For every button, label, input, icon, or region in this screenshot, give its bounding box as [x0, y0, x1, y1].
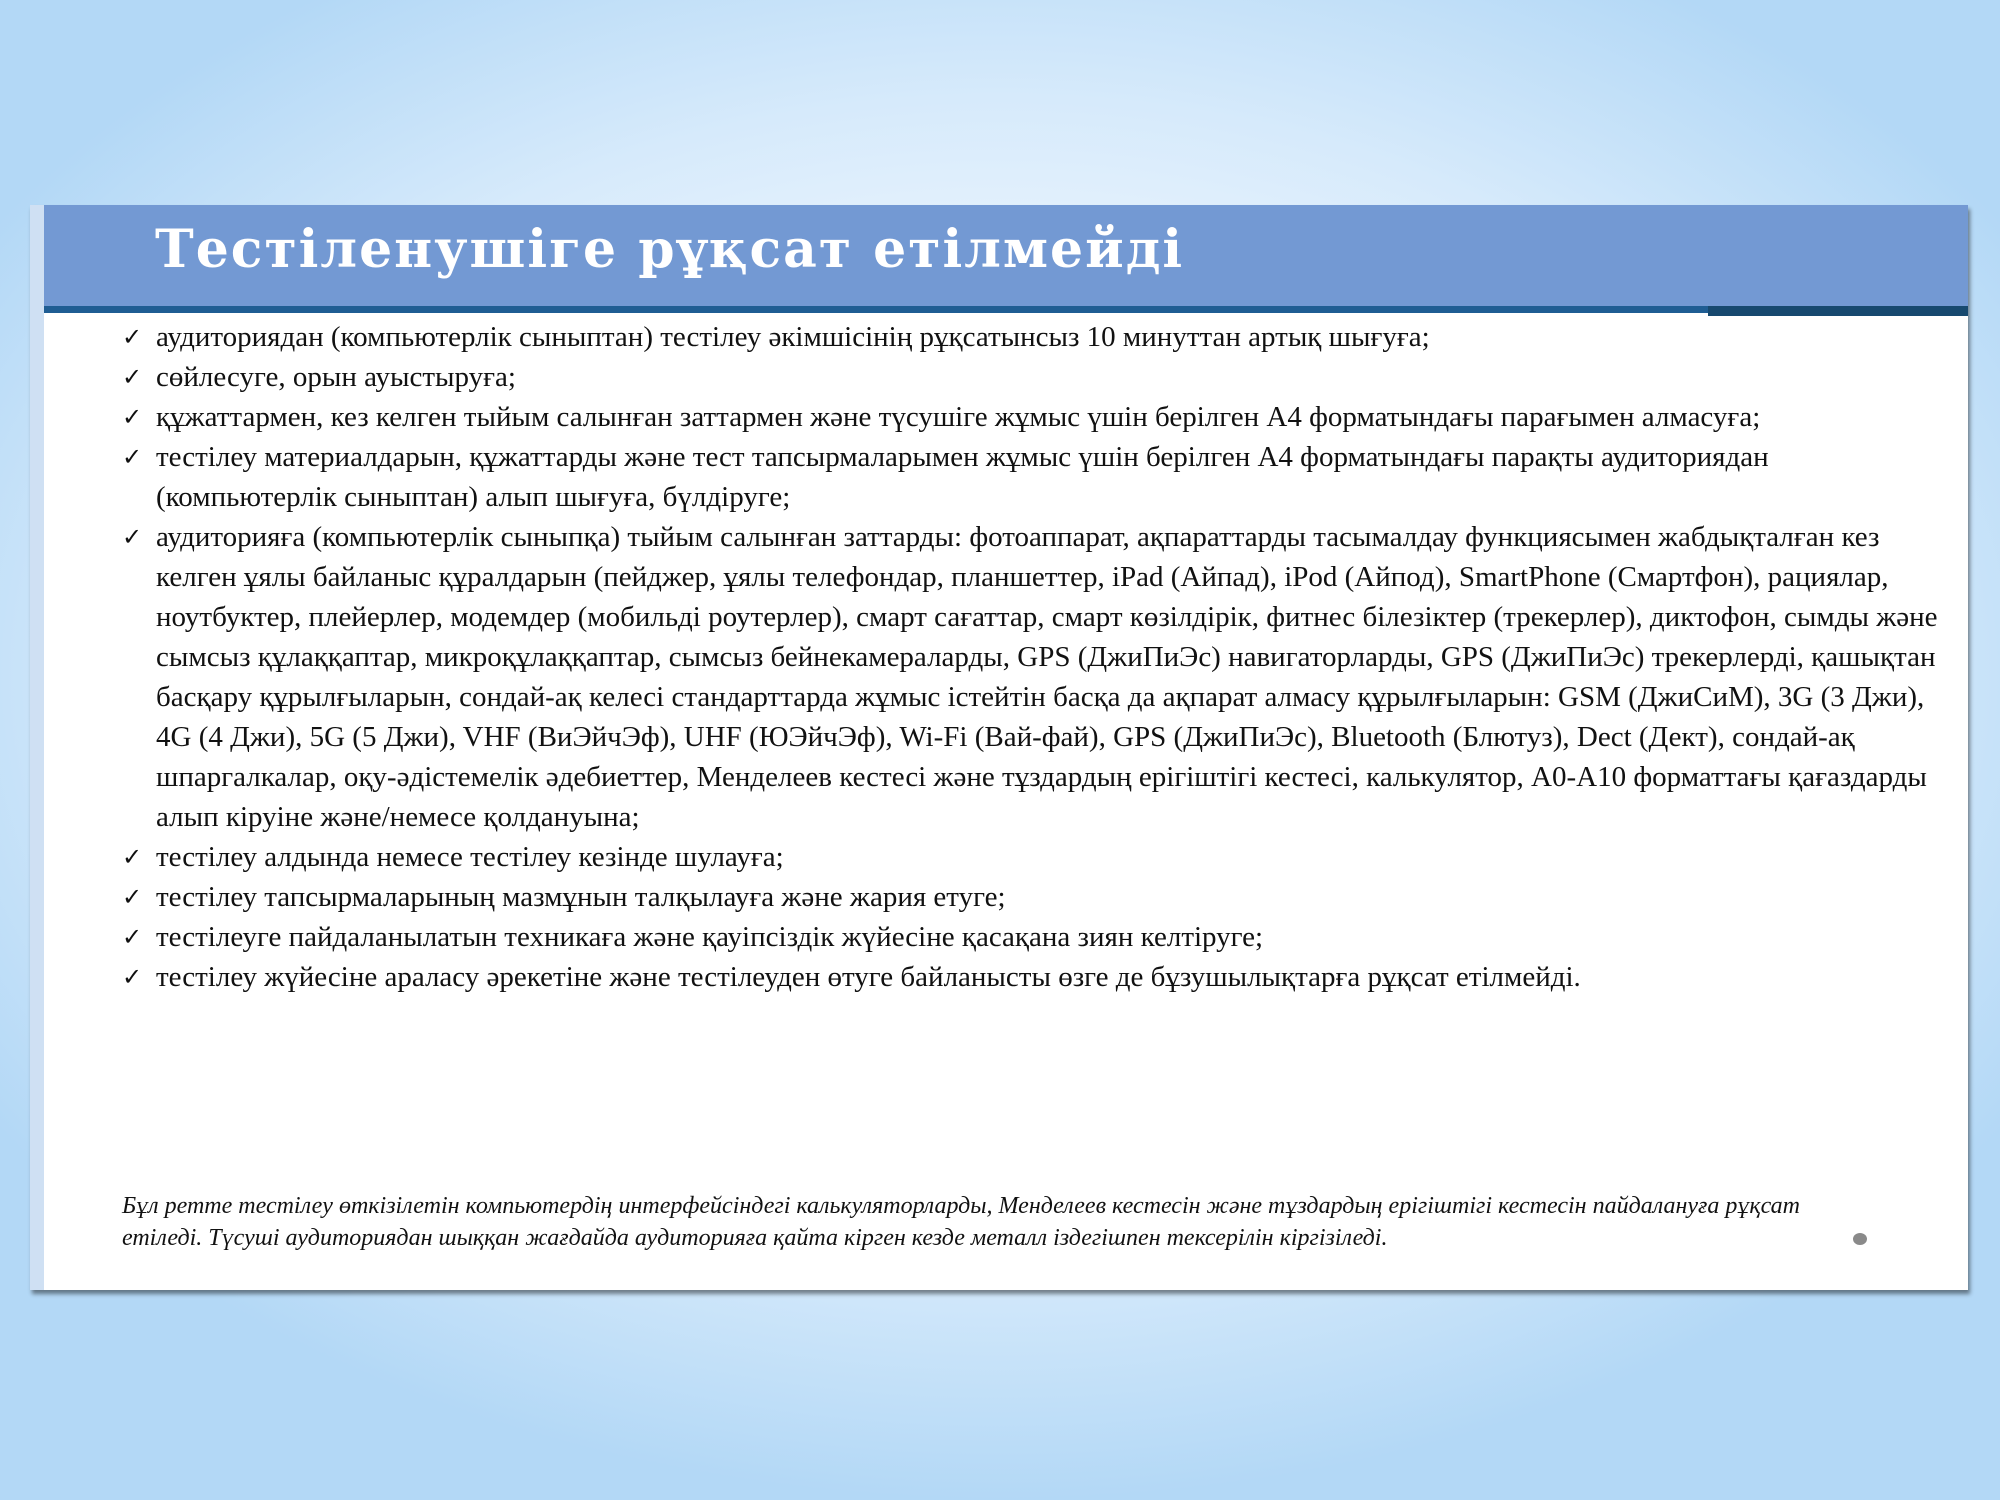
- list-item: [122, 877, 1952, 917]
- list-item-text: тестілеу тапсырмаларының мазмұнын талқылауға және жария етуге;: [156, 881, 1006, 913]
- slide-title: Тестіленушіге рұқсат етілмейді: [155, 219, 1185, 280]
- check-icon: ✓: [122, 843, 143, 871]
- title-underline: [44, 306, 1968, 313]
- check-icon: ✓: [122, 523, 143, 551]
- list-item: [122, 437, 1952, 517]
- list-item: [122, 957, 1952, 997]
- prohibited-list: [122, 317, 1952, 997]
- list-item-text: тестілеу алдында немесе тестілеу кезінде шулауға;: [156, 841, 784, 873]
- list-item-text: сөйлесуге, орын ауыстыруға;: [156, 361, 516, 393]
- list-item: [122, 837, 1952, 877]
- title-underline-accent: [1708, 306, 1968, 316]
- slide: [30, 205, 1968, 1290]
- footnote: Бұл ретте тестілеу өткізілетін компьютердің интерфейсіндегі калькуляторларды, Менделеев кестесін және тұздардың ерігіштігі кестесін пайдалануға рұқсат етіледі. Түсуші аудиториядан шыққан жағдайда аудиторияға қайта кірген кезде металл іздегішпен тексерілін кіргізіледі.: [122, 1193, 1800, 1251]
- list-item-text: тестілеуге пайдаланылатын техникаға және қауіпсіздік жүйесіне қасақана зиян келтіруге;: [156, 921, 1264, 953]
- list-item-text: аудиториядан (компьютерлік сыныптан) тестілеу әкімшісінің рұқсатынсыз 10 минуттан артық шығуға;: [156, 321, 1430, 353]
- list-item-text: құжаттармен, кез келген тыйым салынған заттармен және түсушіге жұмыс үшін берілген А4 форматындағы парағымен алмасуға;: [156, 401, 1761, 433]
- check-icon: ✓: [122, 443, 143, 471]
- check-icon: ✓: [122, 923, 143, 951]
- check-icon: ✓: [122, 323, 143, 351]
- list-item: [122, 517, 1952, 837]
- check-icon: ✓: [122, 363, 143, 391]
- list-item-text: тестілеу материалдарын, құжаттарды және тест тапсырмаларымен жұмыс үшін берілген А4 форматындағы парақты аудиториядан (компьютерлік сыныптан) алып шығуға, бүлдіруге;: [156, 441, 1769, 513]
- list-item: [122, 357, 1952, 397]
- list-item-text: аудиторияға (компьютерлік сыныпқа) тыйым салынған заттарды: фотоаппарат, ақпараттарды тасымалдау функциясымен жабдықталған кез келген ұялы байланыс құралдарын (пейджер, ұялы телефондар, планшеттер, iPad (Айпад), iPod (Айпод), SmartPhone (Смартфон), рациялар, ноутбуктер, плейерлер, модемдер (мобильді роутерлер), смарт сағаттар, смарт көзілдірік, фитнес білезіктер (трекерлер), диктофон, сымды және сымсыз құлаққаптар, микроқұлаққаптар, сымсыз бейнекамераларды, GPS (ДжиПиЭс) навигаторларды, GPS (ДжиПиЭс) трекерлерді, қашықтан басқару құрылғыларын, сондай-ақ келесі стандарттарда жұмыс істейтін басқа да ақпарат алмасу құрылғыларын: GSM (ДжиСиМ), 3G (3 Джи), 4G (4 Джи), 5G (5 Джи), VHF (ВиЭйчЭф), UHF (ЮЭйчЭф), Wi-Fi (Вай-фай), GPS (ДжиПиЭс), Bluetooth (Блютуз), Dect (Дект), сондай-ақ шпаргалкалар, оқу-әдістемелік әдебиеттер, Менделеев кестесі және тұздардың ерігіштігі кестесі, калькулятор, А0-А10 форматтағы қағаздарды алып кіруіне және/немесе қолдануына;: [156, 521, 1938, 833]
- check-icon: ✓: [122, 403, 143, 431]
- bullet-dot-icon: [1853, 1233, 1867, 1245]
- list-item: [122, 917, 1952, 957]
- list-item: [122, 397, 1952, 437]
- check-icon: ✓: [122, 963, 143, 991]
- check-icon: ✓: [122, 883, 143, 911]
- list-item-text: тестілеу жүйесіне араласу әрекетіне және тестілеуден өтуге байланысты өзге де бұзушылықтарға рұқсат етілмейді.: [156, 961, 1581, 993]
- list-item: [122, 317, 1952, 357]
- slide-left-edge: [30, 205, 44, 1290]
